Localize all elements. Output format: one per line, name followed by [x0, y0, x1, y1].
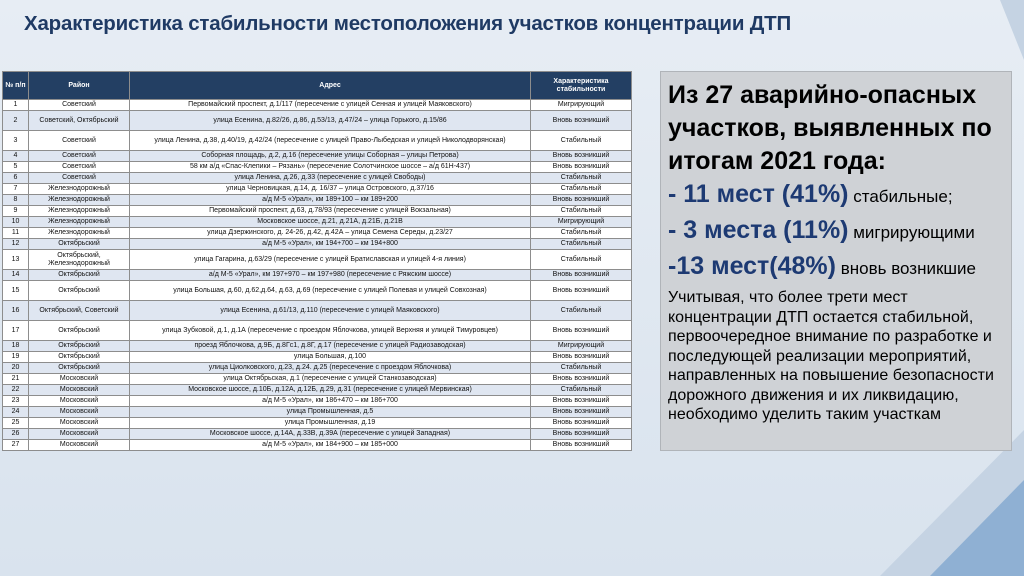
cell-address: улица Ленина, д.26, д.33 (пересечение с улицей Свободы) — [130, 173, 531, 184]
cell-number: 26 — [3, 429, 29, 440]
table-row — [3, 151, 632, 162]
cell-address: а/д М-5 «Урал», км 189+100 – км 189+200 — [130, 195, 531, 206]
cell-status: Стабильный — [531, 239, 632, 250]
cell-status: Вновь возникший — [531, 418, 632, 429]
cell-number: 27 — [3, 440, 29, 451]
summary-item-text: вновь возникшие — [835, 259, 977, 278]
table-row — [3, 195, 632, 206]
cell-address: проезд Яблочкова, д.9Б, д.8Гс1, д.8Г, д.17 (пересечение с улицей Радиозаводская) — [130, 341, 531, 352]
cell-number: 1 — [3, 100, 29, 111]
cell-address: улица Промышленная, д.5 — [130, 407, 531, 418]
cell-number: 24 — [3, 407, 29, 418]
cell-status: Вновь возникший — [531, 429, 632, 440]
cell-number: 5 — [3, 162, 29, 173]
summary-item-number: - 11 мест (41%) — [668, 180, 849, 208]
dtp-table — [2, 71, 632, 451]
cell-district: Октябрьский — [29, 363, 130, 374]
cell-status: Стабильный — [531, 250, 632, 270]
header-stability: Характеристика стабильности — [531, 72, 632, 100]
cell-district: Советский — [29, 100, 130, 111]
cell-address: улица Промышленная, д.19 — [130, 418, 531, 429]
cell-number: 13 — [3, 250, 29, 270]
header-address: Адрес — [130, 72, 531, 100]
cell-district: Железнодорожный — [29, 195, 130, 206]
table-row — [3, 374, 632, 385]
cell-number: 23 — [3, 396, 29, 407]
cell-address: улица Циолковского, д.23, д.24. д.25 (пересечение с проездом Яблочкова) — [130, 363, 531, 374]
cell-address: Первомайский проспект, д.63, д.78/93 (пересечение с улицей Вокзальная) — [130, 206, 531, 217]
cell-address: улица Большая, д.60, д.62,д.64, д.63, д.69 (пересечение с улицей Полевая и улицей Совхозная) — [130, 281, 531, 301]
cell-address: улица Большая, д.100 — [130, 352, 531, 363]
cell-number: 2 — [3, 111, 29, 131]
cell-address: улица Октябрьская, д.1 (пересечение с улицей Станкозаводская) — [130, 374, 531, 385]
table-row — [3, 173, 632, 184]
summary-item-new — [668, 250, 1011, 286]
cell-district: Октябрьский — [29, 270, 130, 281]
table-row — [3, 184, 632, 195]
cell-district: Октябрьский, Советский — [29, 301, 130, 321]
cell-address: Московское шоссе, д.10Б, д.12А, д.12Б, д.29, д.31 (пересечение с улицей Мервинская) — [130, 385, 531, 396]
cell-status: Стабильный — [531, 228, 632, 239]
summary-item-stable — [668, 178, 1011, 214]
table-row — [3, 321, 632, 341]
top-corner-shape — [1000, 0, 1024, 60]
table-row — [3, 418, 632, 429]
cell-address: а/д М-5 «Урал», км 184+900 – км 185+000 — [130, 440, 531, 451]
cell-number: 4 — [3, 151, 29, 162]
cell-district: Московский — [29, 396, 130, 407]
cell-district: Октябрьский — [29, 321, 130, 341]
summary-item-number: - 3 места (11%) — [668, 216, 849, 244]
cell-district: Советский, Октябрьский — [29, 111, 130, 131]
cell-address: Соборная площадь, д.2, д.16 (пересечение улицы Соборная – улицы Петрова) — [130, 151, 531, 162]
cell-status: Вновь возникший — [531, 321, 632, 341]
cell-number: 12 — [3, 239, 29, 250]
table-row — [3, 429, 632, 440]
cell-district: Железнодорожный — [29, 217, 130, 228]
cell-status: Вновь возникший — [531, 195, 632, 206]
summary-item-text: мигрирующими — [848, 223, 975, 242]
cell-district: Советский — [29, 173, 130, 184]
cell-address: улица Гагарина, д.63/29 (пересечение с улицей Братиславская и улицей 4-я линия) — [130, 250, 531, 270]
table-row — [3, 111, 632, 131]
table-row — [3, 217, 632, 228]
cell-address: улица Дзержинского, д. 24-26, д.42, д.42А – улица Семена Середы, д.23/27 — [130, 228, 531, 239]
cell-address: улица Ленина, д.38, д.40/19, д.42/24 (пересечение с улицей Право-Лыбедская и улицей Николодворянская) — [130, 131, 531, 151]
cell-number: 10 — [3, 217, 29, 228]
cell-district: Октябрьский, Железнодорожный — [29, 250, 130, 270]
table-row — [3, 352, 632, 363]
cell-number: 22 — [3, 385, 29, 396]
slide-title: Характеристика стабильности местоположения участков концентрации ДТП — [24, 12, 791, 35]
cell-status: Вновь возникший — [531, 374, 632, 385]
summary-item-text: стабильные; — [848, 187, 953, 206]
cell-number: 6 — [3, 173, 29, 184]
cell-number: 19 — [3, 352, 29, 363]
cell-address: Московское шоссе, д.21, д.21А, д.21Б, д.21В — [130, 217, 531, 228]
cell-status: Вновь возникший — [531, 151, 632, 162]
summary-item-migrating — [668, 214, 1011, 250]
cell-number: 15 — [3, 281, 29, 301]
cell-number: 3 — [3, 131, 29, 151]
table-row — [3, 228, 632, 239]
cell-status: Мигрирующий — [531, 217, 632, 228]
cell-number: 16 — [3, 301, 29, 321]
cell-district: Октябрьский — [29, 341, 130, 352]
cell-district: Московский — [29, 418, 130, 429]
cell-district: Советский — [29, 151, 130, 162]
table-row — [3, 270, 632, 281]
cell-number: 17 — [3, 321, 29, 341]
summary-item-number: -13 мест(48%) — [668, 252, 836, 280]
summary-box — [660, 71, 1012, 451]
header-number: № п/п — [3, 72, 29, 100]
cell-address: а/д М-5 «Урал», км 186+470 – км 186+700 — [130, 396, 531, 407]
cell-district: Железнодорожный — [29, 206, 130, 217]
cell-address: улица Есенина, д.61/13, д.110 (пересечение с улицей Маяковского) — [130, 301, 531, 321]
cell-status: Стабильный — [531, 184, 632, 195]
table-row — [3, 341, 632, 352]
table-row — [3, 281, 632, 301]
cell-status: Вновь возникший — [531, 270, 632, 281]
cell-district: Октябрьский — [29, 281, 130, 301]
cell-district: Московский — [29, 374, 130, 385]
cell-address: 58 км а/д «Спас-Клепики – Рязань» (пересечение Солотчинское шоссе – а/д 61Н-437) — [130, 162, 531, 173]
cell-number: 21 — [3, 374, 29, 385]
cell-number: 20 — [3, 363, 29, 374]
cell-status: Стабильный — [531, 206, 632, 217]
cell-status: Вновь возникший — [531, 281, 632, 301]
table-row — [3, 301, 632, 321]
table-row — [3, 407, 632, 418]
cell-status: Вновь возникший — [531, 162, 632, 173]
cell-district: Советский — [29, 131, 130, 151]
table-header-row — [3, 72, 632, 100]
header-district: Район — [29, 72, 130, 100]
table-row — [3, 239, 632, 250]
cell-number: 14 — [3, 270, 29, 281]
table-row — [3, 100, 632, 111]
cell-address: улица Есенина, д.82/26, д.86, д.53/13, д.47/24 – улица Горького, д.15/86 — [130, 111, 531, 131]
cell-district: Московский — [29, 429, 130, 440]
cell-status: Вновь возникший — [531, 440, 632, 451]
cell-status: Мигрирующий — [531, 341, 632, 352]
cell-status: Стабильный — [531, 363, 632, 374]
table-row — [3, 131, 632, 151]
cell-district: Московский — [29, 440, 130, 451]
cell-status: Стабильный — [531, 131, 632, 151]
table-row — [3, 162, 632, 173]
table-row — [3, 396, 632, 407]
cell-status: Вновь возникший — [531, 396, 632, 407]
table-row — [3, 385, 632, 396]
cell-status: Стабильный — [531, 301, 632, 321]
cell-address: Московское шоссе, д.14А, д.33В, д.39А (пересечение с улицей Западная) — [130, 429, 531, 440]
cell-address: улица Черновицкая, д.14, д. 16/37 – улица Островского, д.37/16 — [130, 184, 531, 195]
cell-district: Железнодорожный — [29, 228, 130, 239]
cell-district: Октябрьский — [29, 239, 130, 250]
cell-status: Стабильный — [531, 173, 632, 184]
cell-address: Первомайский проспект, д.1/117 (пересечение с улицей Сенная и улицей Маяковского) — [130, 100, 531, 111]
cell-status: Вновь возникший — [531, 111, 632, 131]
table-row — [3, 363, 632, 374]
cell-district: Железнодорожный — [29, 184, 130, 195]
cell-status: Вновь возникший — [531, 352, 632, 363]
table-row — [3, 440, 632, 451]
cell-status: Вновь возникший — [531, 407, 632, 418]
summary-paragraph: Учитывая, что более трети мест концентрации ДТП остается стабильной, первоочередное внимание по разработке и последующей реализации мероприятий, направленных на повышение безопасности дорожного движения и их ликвидацию, необходимо уделить таким участкам — [668, 289, 994, 423]
table-row — [3, 250, 632, 270]
cell-address: а/д М-5 «Урал», км 194+700 – км 194+800 — [130, 239, 531, 250]
table-body — [3, 100, 632, 451]
cell-address: а/д М-5 «Урал», км 197+970 – км 197+980 (пересечение с Ряжским шоссе) — [130, 270, 531, 281]
cell-district: Московский — [29, 407, 130, 418]
summary-heading: Из 27 аварийно-опасных участков, выявленных по итогам 2021 года: — [668, 81, 992, 175]
cell-address: улица Зубковой, д.1, д.1А (пересечение с проездом Яблочкова, улицей Верхняя и улицей Тимуровцев) — [130, 321, 531, 341]
cell-status: Мигрирующий — [531, 100, 632, 111]
cell-number: 8 — [3, 195, 29, 206]
cell-district: Октябрьский — [29, 352, 130, 363]
cell-number: 9 — [3, 206, 29, 217]
cell-number: 7 — [3, 184, 29, 195]
cell-number: 18 — [3, 341, 29, 352]
cell-status: Стабильный — [531, 385, 632, 396]
table-row — [3, 206, 632, 217]
cell-number: 25 — [3, 418, 29, 429]
cell-district: Московский — [29, 385, 130, 396]
cell-number: 11 — [3, 228, 29, 239]
cell-district: Советский — [29, 162, 130, 173]
